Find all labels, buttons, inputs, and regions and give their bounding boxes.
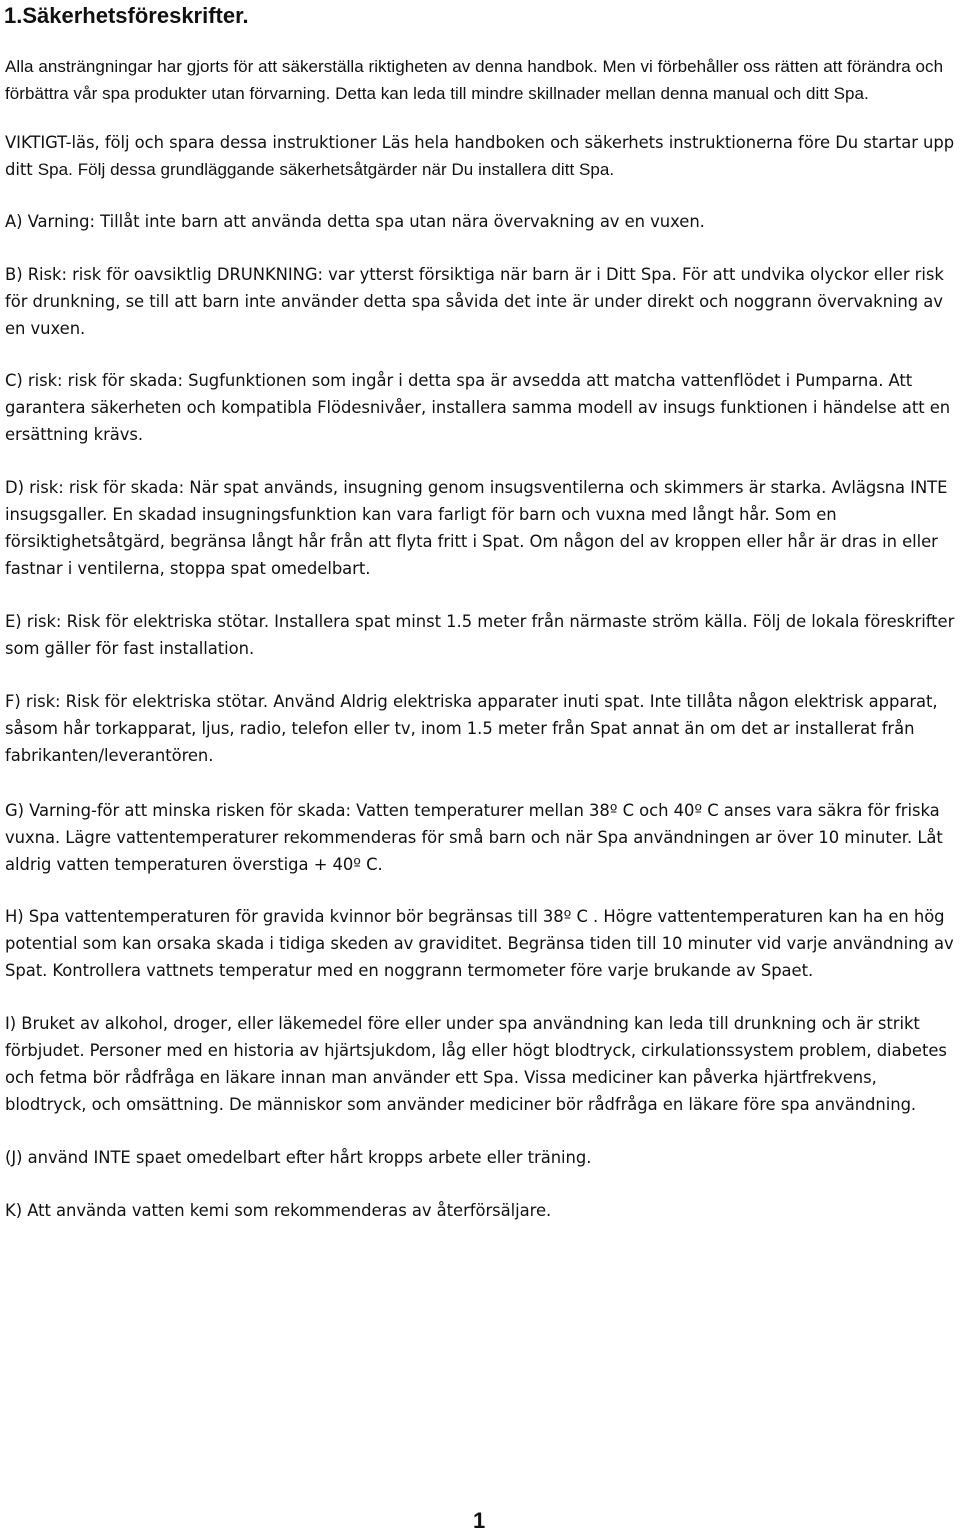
safety-item-h: H) Spa vattentemperaturen för gravida kvinnor bör begränsas till 38º C . Högre vattentemperaturen kan ha en hög potential som kan orsaka skada i tidiga skeden av graviditet. Begränsa tiden till 10 minuter vid varje användning av Spat. Kontrollera vattnets temperatur med en noggrann termometer före varje brukande av Spaet. [5,907,954,980]
safety-item-d: D) risk: risk för skada: När spat används, insugning genom insugsventilerna och skimmers är starka. Avlägsna INTE insugsgaller. En skadad insugningsfunktion kan vara farligt för barn och vuxna med långt hår. Som en försiktighetsåtgärd, begränsa långt hår från att flyta fritt i Spat. Om någon del av kroppen eller hår är dras in eller fastnar i ventilerna, stoppa spat omedelbart. [5,478,948,578]
page-number: 1 [473,1508,486,1533]
safety-item-f: F) risk: Risk för elektriska stötar. Använd Aldrig elektriska apparater inuti spat. Inte tillåta någon elektrisk apparat, såsom hår torkapparat, ljus, radio, telefon eller tv, inom 1.5 meter från Spat annat än om det ar installerat från fabrikanten/leverantören. [5,692,938,765]
safety-item-k: K) Att använda vatten kemi som rekommenderas av återförsäljare. [5,1201,552,1220]
safety-item-b: B) Risk: risk för oavsiktlig DRUNKNING: var ytterst försiktiga när barn är i Ditt Spa. För att undvika olyckor eller risk för drunkning, se till att barn inte använder detta spa såvida det inte är under direkt och noggrann övervakning av en vuxen. [5,265,944,338]
safety-item-a: A) Varning: Tillåt inte barn att använda detta spa utan nära övervakning av en vuxen. [5,212,705,231]
important-text-part-1: VIKTIGT-läs, följ och spara dessa instruktioner Läs hela handboken och säkerhets instruktionerna före Du startar upp ditt [5,133,955,179]
safety-item-c: C) risk: risk för skada: Sugfunktionen som ingår i detta spa är avsedda att matcha vattenflödet i Pumparna. Att garantera säkerheten och kompatibla Flödesnivåer, installera samma modell av insugs funktionen i händelse att en ersättning krävs. [5,371,951,444]
important-paragraph [5,129,957,183]
intro-paragraph: Alla ansträngningar har gjorts för att säkerställa riktigheten av denna handbok. Men vi förbehåller oss rätten att förändra och förbättra vår spa produkter utan förvarning. Detta kan leda till mindre skillnader mellan denna manual och ditt Spa. [5,57,944,103]
safety-item-j: (J) använd INTE spaet omedelbart efter hårt kropps arbete eller träning. [5,1148,592,1167]
important-text-part-2: Spa. Följ dessa grundläggande säkerhetsåtgärder när Du installera ditt Spa. [37,160,615,179]
safety-item-i: I) Bruket av alkohol, droger, eller läkemedel före eller under spa användning kan leda till drunkning och är strikt förbjudet. Personer med en historia av hjärtsjukdom, låg eller högt blodtryck, cirkulationssystem problem, diabetes och fetma bör rådfråga en läkare innan man använder ett Spa. Vissa mediciner kan påverka hjärtfrekvens, blodtryck, och omsättning. De människor som använder mediciner bör rådfråga en läkare före spa användning. [5,1014,947,1114]
safety-item-g: G) Varning-för att minska risken för skada: Vatten temperaturer mellan 38º C och 40º C anses vara säkra för friska vuxna. Lägre vattentemperaturer rekommenderas för små barn och när Spa användningen ar över 10 minuter. Låt aldrig vatten temperaturen överstiga + 40º C. [5,801,943,874]
safety-item-e: E) risk: Risk för elektriska stötar. Installera spat minst 1.5 meter från närmaste ström källa. Följ de lokala föreskrifter som gäller för fast installation. [5,612,955,658]
document-body [5,53,957,1224]
document-title: 1.Säkerhetsföreskrifter. [4,3,249,28]
